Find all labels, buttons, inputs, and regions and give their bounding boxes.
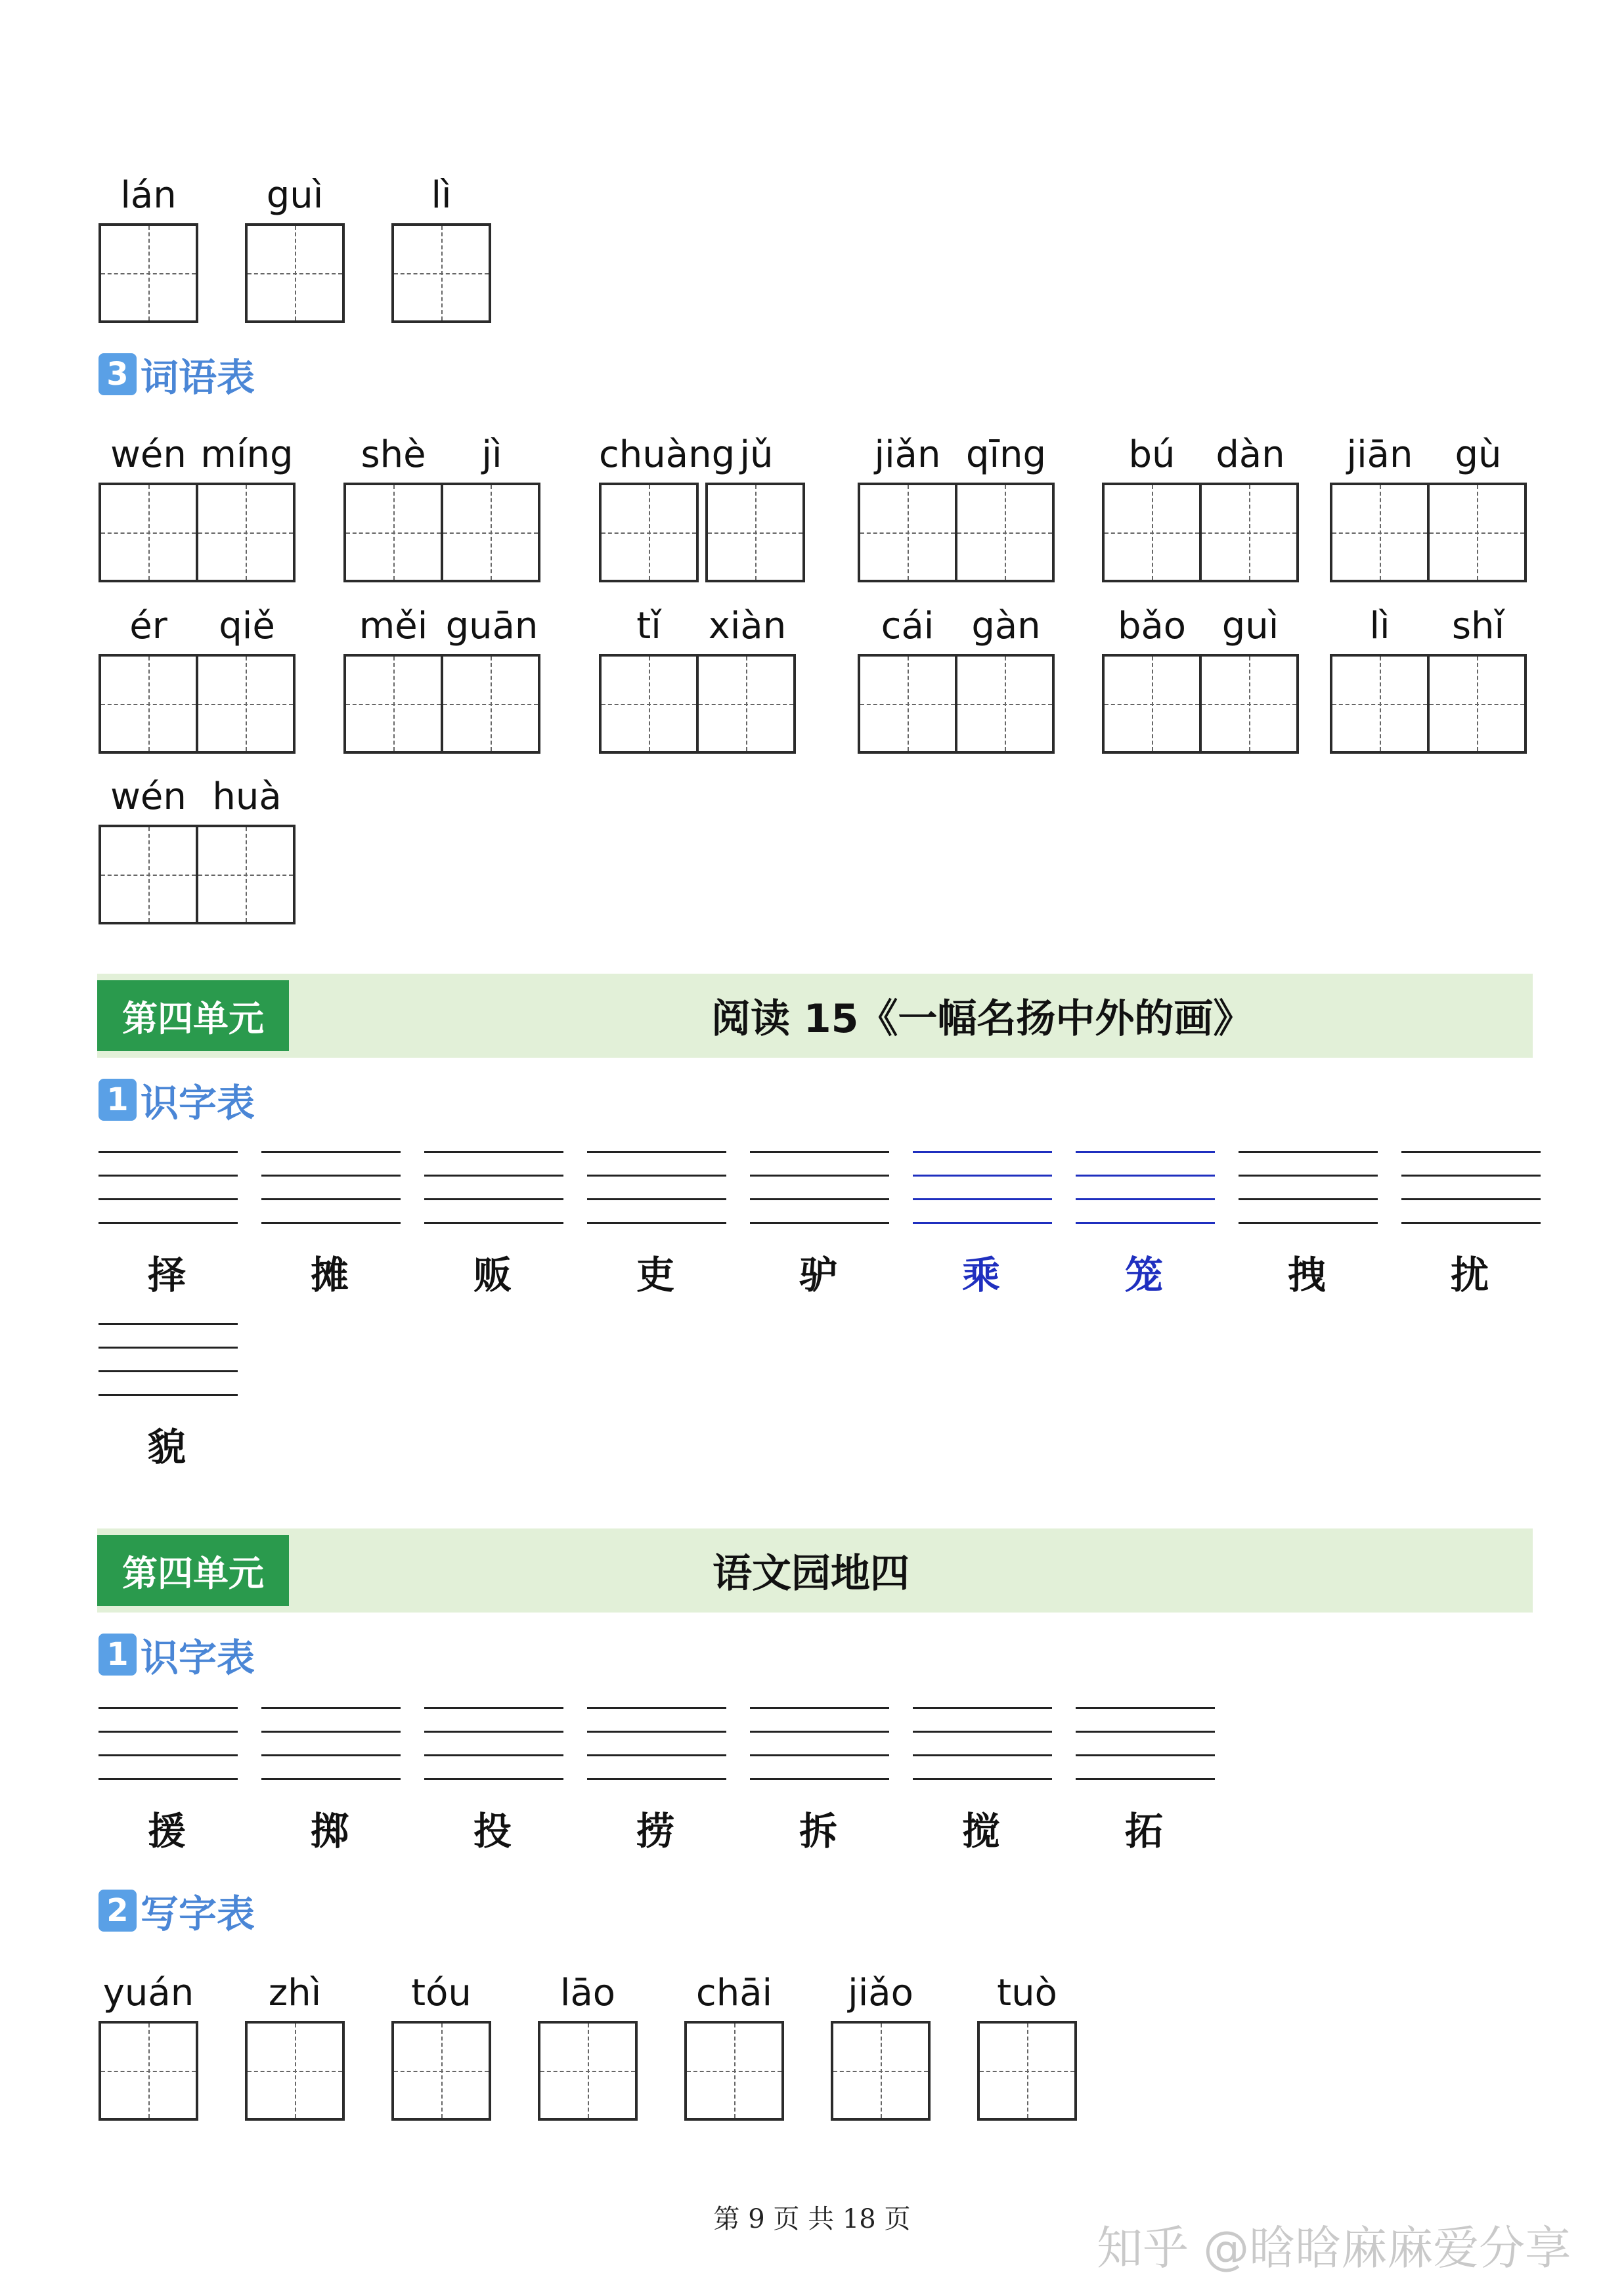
- guide-line: [424, 1731, 563, 1733]
- guide-line: [99, 1731, 238, 1733]
- guide-line: [261, 1175, 401, 1177]
- pinyin-label: míng: [200, 433, 294, 476]
- pinyin-label: lāo: [560, 1972, 616, 2014]
- guide-line: [99, 1198, 238, 1200]
- writing-grid-cell[interactable]: [196, 825, 296, 924]
- vocab-heading: [99, 351, 255, 400]
- hanzi-character: 拽: [1287, 1253, 1326, 1297]
- writing-grid-cell[interactable]: [599, 654, 699, 754]
- writing-grid-cell[interactable]: [441, 654, 540, 754]
- guide-line: [261, 1151, 401, 1153]
- pinyin-label: wén: [110, 433, 187, 476]
- guide-line: [424, 1151, 563, 1153]
- writing-lines[interactable]: [261, 1151, 401, 1223]
- writing-grid-cell[interactable]: [858, 654, 957, 754]
- page-footer: 第 9 页 共 18 页: [713, 2204, 911, 2234]
- writing-grid-cell[interactable]: [705, 483, 805, 582]
- guide-line: [261, 1754, 401, 1756]
- hanzi-character: 掷: [310, 1809, 349, 1853]
- hanzi-character: 拓: [1124, 1809, 1163, 1853]
- pinyin-label: jiān: [1346, 433, 1413, 476]
- pinyin-label: ér: [129, 605, 167, 647]
- pinyin-label: gù: [1455, 433, 1502, 476]
- guide-line: [1401, 1175, 1541, 1177]
- writing-grid-cell[interactable]: [858, 483, 957, 582]
- guide-line: [99, 1222, 238, 1224]
- guide-line: [587, 1222, 726, 1224]
- hanzi-character: 吏: [636, 1253, 674, 1297]
- writing-grid-cell[interactable]: [831, 2021, 931, 2121]
- writing-grid-cell[interactable]: [955, 654, 1055, 754]
- section-title: 写字表: [141, 1892, 255, 1936]
- guide-line: [261, 1198, 401, 1200]
- writing-lines[interactable]: [587, 1151, 726, 1223]
- guide-line: [1076, 1754, 1215, 1756]
- section-title: 词语表: [141, 355, 255, 400]
- xiezi-heading: [99, 1888, 255, 1934]
- writing-grid-cell[interactable]: [599, 483, 699, 582]
- guide-line: [587, 1198, 726, 1200]
- writing-lines[interactable]: [424, 1151, 563, 1223]
- writing-grid-cell[interactable]: [1330, 654, 1430, 754]
- writing-lines[interactable]: [1076, 1707, 1215, 1779]
- guide-line: [750, 1175, 889, 1177]
- pinyin-label: qiě: [219, 605, 275, 647]
- writing-grid-cell[interactable]: [684, 2021, 784, 2121]
- writing-grid-cell[interactable]: [1102, 654, 1202, 754]
- guide-line: [913, 1754, 1052, 1756]
- guide-line: [424, 1754, 563, 1756]
- writing-grid-cell[interactable]: [696, 654, 796, 754]
- writing-grid-cell[interactable]: [955, 483, 1055, 582]
- pinyin-label: guì: [266, 174, 324, 217]
- pinyin-label: shè: [361, 433, 426, 476]
- writing-grid-cell[interactable]: [343, 654, 443, 754]
- guide-line: [587, 1151, 726, 1153]
- guide-line: [587, 1175, 726, 1177]
- writing-lines[interactable]: [1401, 1151, 1541, 1223]
- pinyin-label: bǎo: [1117, 605, 1187, 647]
- guide-line: [913, 1222, 1052, 1224]
- guide-line: [1076, 1731, 1215, 1733]
- hanzi-character: 乘: [961, 1253, 1000, 1297]
- writing-grid-cell[interactable]: [1427, 483, 1527, 582]
- guide-line: [913, 1151, 1052, 1153]
- pinyin-label: huà: [212, 775, 282, 818]
- guide-line: [1239, 1151, 1378, 1153]
- guide-line: [1076, 1151, 1215, 1153]
- guide-line: [750, 1731, 889, 1733]
- writing-grid-cell[interactable]: [1199, 483, 1299, 582]
- writing-lines[interactable]: [261, 1707, 401, 1779]
- guide-line: [424, 1778, 563, 1780]
- guide-line: [99, 1754, 238, 1756]
- guide-line: [424, 1175, 563, 1177]
- writing-grid-cell[interactable]: [99, 825, 198, 924]
- guide-line: [1076, 1707, 1215, 1709]
- writing-grid-cell[interactable]: [196, 483, 296, 582]
- lesson-title: 语文园地四: [713, 1551, 910, 1597]
- guide-line: [1401, 1198, 1541, 1200]
- pinyin-label: měi: [359, 605, 428, 647]
- guide-line: [1239, 1175, 1378, 1177]
- lesson-title: 阅读 15《一幅名扬中外的画》: [711, 996, 1253, 1042]
- pinyin-label: yuán: [102, 1972, 194, 2014]
- pinyin-label: qīng: [965, 433, 1047, 476]
- pinyin-label: gàn: [971, 605, 1041, 647]
- unit-banner: [97, 1528, 1533, 1613]
- writing-lines[interactable]: [913, 1151, 1052, 1223]
- shizi-heading: [99, 1632, 255, 1678]
- pinyin-label: bú: [1128, 433, 1175, 476]
- hanzi-character: 笼: [1124, 1253, 1163, 1297]
- hanzi-character: 拆: [799, 1809, 837, 1853]
- pinyin-label: guān: [445, 605, 538, 647]
- writing-lines[interactable]: [99, 1707, 238, 1779]
- guide-line: [1076, 1175, 1215, 1177]
- writing-lines[interactable]: [99, 1151, 238, 1223]
- writing-grid-cell[interactable]: [196, 654, 296, 754]
- guide-line: [913, 1707, 1052, 1709]
- section-title: 识字表: [141, 1635, 255, 1680]
- section-number: 1: [99, 1634, 137, 1676]
- guide-line: [261, 1222, 401, 1224]
- writing-grid-cell[interactable]: [99, 223, 198, 323]
- guide-line: [587, 1754, 726, 1756]
- writing-grid-cell[interactable]: [391, 2021, 491, 2121]
- guide-line: [913, 1731, 1052, 1733]
- writing-grid-cell[interactable]: [977, 2021, 1077, 2121]
- pinyin-label: tóu: [411, 1972, 472, 2014]
- section-number: 3: [99, 353, 137, 395]
- pinyin-label: tuò: [997, 1972, 1057, 2014]
- guide-line: [424, 1198, 563, 1200]
- guide-line: [750, 1707, 889, 1709]
- guide-line: [99, 1778, 238, 1780]
- pinyin-label: jì: [481, 433, 502, 476]
- writing-lines[interactable]: [99, 1323, 238, 1395]
- pinyin-label: shǐ: [1451, 605, 1505, 647]
- pinyin-label: guì: [1221, 605, 1279, 647]
- pinyin-label: tǐ: [636, 605, 661, 647]
- watermark: 知乎 @晗晗麻麻爱分享: [1097, 2221, 1571, 2275]
- writing-grid-cell[interactable]: [391, 223, 491, 323]
- unit-banner: [97, 974, 1533, 1058]
- writing-grid-cell[interactable]: [1102, 483, 1202, 582]
- guide-line: [1401, 1151, 1541, 1153]
- section-title: 识字表: [141, 1081, 255, 1125]
- section-number: 1: [99, 1079, 137, 1121]
- guide-line: [99, 1151, 238, 1153]
- writing-lines[interactable]: [424, 1707, 563, 1779]
- writing-lines[interactable]: [1076, 1151, 1215, 1223]
- guide-line: [261, 1707, 401, 1709]
- guide-line: [587, 1707, 726, 1709]
- pinyin-label: wén: [110, 775, 187, 818]
- writing-lines[interactable]: [913, 1707, 1052, 1779]
- writing-grid-cell[interactable]: [343, 483, 443, 582]
- guide-line: [424, 1707, 563, 1709]
- guide-line: [587, 1778, 726, 1780]
- hanzi-character: 捞: [636, 1809, 674, 1853]
- guide-line: [913, 1778, 1052, 1780]
- writing-grid-cell[interactable]: [1330, 483, 1430, 582]
- hanzi-character: 摊: [310, 1253, 349, 1297]
- guide-line: [424, 1222, 563, 1224]
- pinyin-label: cái: [881, 605, 934, 647]
- guide-line: [99, 1347, 238, 1349]
- guide-line: [913, 1175, 1052, 1177]
- pinyin-label: jiǎn: [874, 433, 941, 476]
- pinyin-label: xiàn: [708, 605, 787, 647]
- hanzi-character: 搅: [961, 1809, 1000, 1853]
- writing-grid-cell[interactable]: [1427, 654, 1527, 754]
- hanzi-character: 扰: [1450, 1253, 1489, 1297]
- guide-line: [750, 1198, 889, 1200]
- writing-grid-cell[interactable]: [99, 654, 198, 754]
- guide-line: [99, 1175, 238, 1177]
- writing-grid-cell[interactable]: [538, 2021, 638, 2121]
- hanzi-character: 择: [147, 1253, 186, 1297]
- guide-line: [750, 1151, 889, 1153]
- guide-line: [587, 1731, 726, 1733]
- writing-lines[interactable]: [750, 1707, 889, 1779]
- writing-grid-cell[interactable]: [245, 2021, 345, 2121]
- pinyin-label: chāi: [695, 1972, 773, 2014]
- pinyin-label: chuàng: [599, 433, 735, 476]
- pinyin-label: lì: [431, 174, 452, 217]
- hanzi-character: 貌: [147, 1425, 186, 1469]
- guide-line: [99, 1370, 238, 1372]
- guide-line: [261, 1731, 401, 1733]
- writing-grid-cell[interactable]: [441, 483, 540, 582]
- writing-grid-cell[interactable]: [99, 2021, 198, 2121]
- guide-line: [1239, 1198, 1378, 1200]
- pinyin-label: jiǎo: [848, 1972, 913, 2014]
- guide-line: [1076, 1778, 1215, 1780]
- writing-grid-cell[interactable]: [245, 223, 345, 323]
- guide-line: [1076, 1198, 1215, 1200]
- guide-line: [99, 1323, 238, 1325]
- guide-line: [750, 1778, 889, 1780]
- pinyin-label: jǔ: [739, 433, 774, 476]
- unit-badge: 第四单元: [97, 1535, 289, 1606]
- writing-lines[interactable]: [1239, 1151, 1378, 1223]
- hanzi-character: 援: [147, 1809, 186, 1853]
- writing-grid-cell[interactable]: [99, 483, 198, 582]
- hanzi-character: 驴: [799, 1253, 837, 1297]
- writing-lines[interactable]: [587, 1707, 726, 1779]
- guide-line: [1401, 1222, 1541, 1224]
- shizi-heading: [99, 1077, 255, 1123]
- pinyin-label: zhì: [268, 1972, 322, 2014]
- section-number: 2: [99, 1890, 137, 1932]
- guide-line: [99, 1707, 238, 1709]
- hanzi-character: 贩: [473, 1253, 512, 1297]
- guide-line: [750, 1754, 889, 1756]
- guide-line: [99, 1394, 238, 1396]
- pinyin-label: lì: [1369, 605, 1390, 647]
- guide-line: [261, 1778, 401, 1780]
- guide-line: [1239, 1222, 1378, 1224]
- pinyin-label: dàn: [1216, 433, 1285, 476]
- guide-line: [913, 1198, 1052, 1200]
- guide-line: [1076, 1222, 1215, 1224]
- writing-grid-cell[interactable]: [1199, 654, 1299, 754]
- pinyin-label: lán: [120, 174, 177, 217]
- guide-line: [750, 1222, 889, 1224]
- unit-badge: 第四单元: [97, 980, 289, 1051]
- writing-lines[interactable]: [750, 1151, 889, 1223]
- hanzi-character: 投: [473, 1809, 512, 1853]
